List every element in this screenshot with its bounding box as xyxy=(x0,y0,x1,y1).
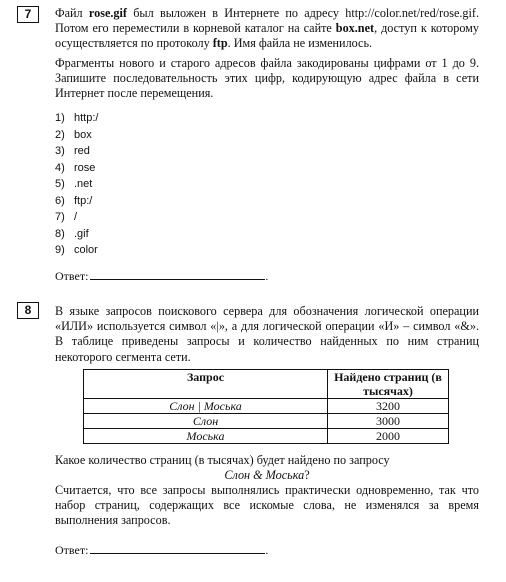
table-cell-count: 2000 xyxy=(328,429,449,444)
option-number: 4) xyxy=(55,161,65,174)
option-number: 8) xyxy=(55,227,65,240)
option-number: 5) xyxy=(55,178,65,190)
answer-input-line[interactable] xyxy=(90,542,265,554)
option-number: 7) xyxy=(55,211,65,223)
option-text: red xyxy=(74,145,90,157)
task7-intro-part-4: , доступ к которому осуществляется по протоколу xyxy=(55,21,479,51)
option-text: color xyxy=(74,244,98,256)
option-item xyxy=(55,242,98,259)
answer-end: . xyxy=(265,269,269,283)
option-item xyxy=(55,160,98,177)
option-number: 2) xyxy=(55,128,65,141)
option-item xyxy=(55,143,98,160)
task7-intro-part-6: . Имя файла не изменилось. xyxy=(227,36,373,51)
option-text: http:/ xyxy=(74,112,99,124)
task7-options-list xyxy=(55,110,98,259)
task8-intro: В языке запросов поискового сервера для обозначения логической операции «ИЛИ» используется символ «|», а для логической операции «И» – символ «&». В таблице приведены запросы и количество найденных по ним страниц некоторого сегмента сети. xyxy=(55,304,479,364)
option-text: .net xyxy=(74,178,93,190)
option-item xyxy=(55,226,98,243)
task-number-8: 8 xyxy=(17,302,39,319)
task8-question-query-line xyxy=(55,468,479,483)
table-header-query: Запрос xyxy=(84,370,328,399)
task7-protocol: ftp xyxy=(212,36,228,51)
task7-intro-part-0: Файл xyxy=(55,6,89,20)
task7-intro xyxy=(55,6,479,52)
option-text: rose xyxy=(74,161,96,174)
task7-filename: rose.gif xyxy=(88,6,127,20)
option-text: / xyxy=(74,211,78,223)
answer-label: Ответ: xyxy=(55,269,89,283)
task7-instruction: Фрагменты нового и старого адресов файла закодированы цифрами от 1 до 9. Запишите последовательность этих цифр, кодирующую адрес файла в сети Интернет после перемещения. xyxy=(55,56,479,101)
answer-end: . xyxy=(265,543,269,557)
table-cell-query: Слон xyxy=(84,414,328,429)
option-item xyxy=(55,127,98,144)
table-row xyxy=(84,399,449,414)
task8-question: Какое количество страниц (в тысячах) будет найдено по запросу xyxy=(55,453,390,467)
table-cell-count: 3200 xyxy=(328,399,449,414)
option-text: .gif xyxy=(74,227,89,240)
option-number: 9) xyxy=(55,244,65,256)
table-cell-count: 3000 xyxy=(328,414,449,429)
task7-site: box.net xyxy=(335,21,375,36)
task-number-7: 7 xyxy=(17,6,39,23)
option-number: 6) xyxy=(55,194,65,207)
task8-note: Считается, что все запросы выполнялись практически одновременно, так что набор страниц, содержащих все искомые слова, не изменялся за время выполнения запросов. xyxy=(55,483,479,528)
task7-intro-part-2: был выложен в Интернете по адресу http://color.net/red/rose.gif. Потом его переместили в корневой каталог на сайте xyxy=(55,6,479,36)
table-header-count: Найдено страниц (в тысячах) xyxy=(328,370,449,399)
option-number: 3) xyxy=(55,145,65,157)
table-header-row xyxy=(84,370,449,399)
option-text: ftp:/ xyxy=(74,194,93,207)
option-item xyxy=(55,209,98,226)
task8-question-mark: ? xyxy=(304,468,310,482)
table-row xyxy=(84,414,449,429)
table-cell-query: Моська xyxy=(84,429,328,444)
answer-input-line[interactable] xyxy=(90,268,265,280)
option-item xyxy=(55,193,98,210)
answer-label: Ответ: xyxy=(55,543,89,557)
task8-answer xyxy=(55,542,268,558)
table-row xyxy=(84,429,449,444)
table-cell-query: Слон | Моська xyxy=(84,399,328,414)
option-item xyxy=(55,110,98,127)
option-text: box xyxy=(74,128,92,141)
task7-answer xyxy=(55,268,268,284)
query-table xyxy=(83,369,449,444)
option-number: 1) xyxy=(55,112,65,124)
task8-question-query: Слон & Моська xyxy=(224,468,305,482)
option-item xyxy=(55,176,98,193)
